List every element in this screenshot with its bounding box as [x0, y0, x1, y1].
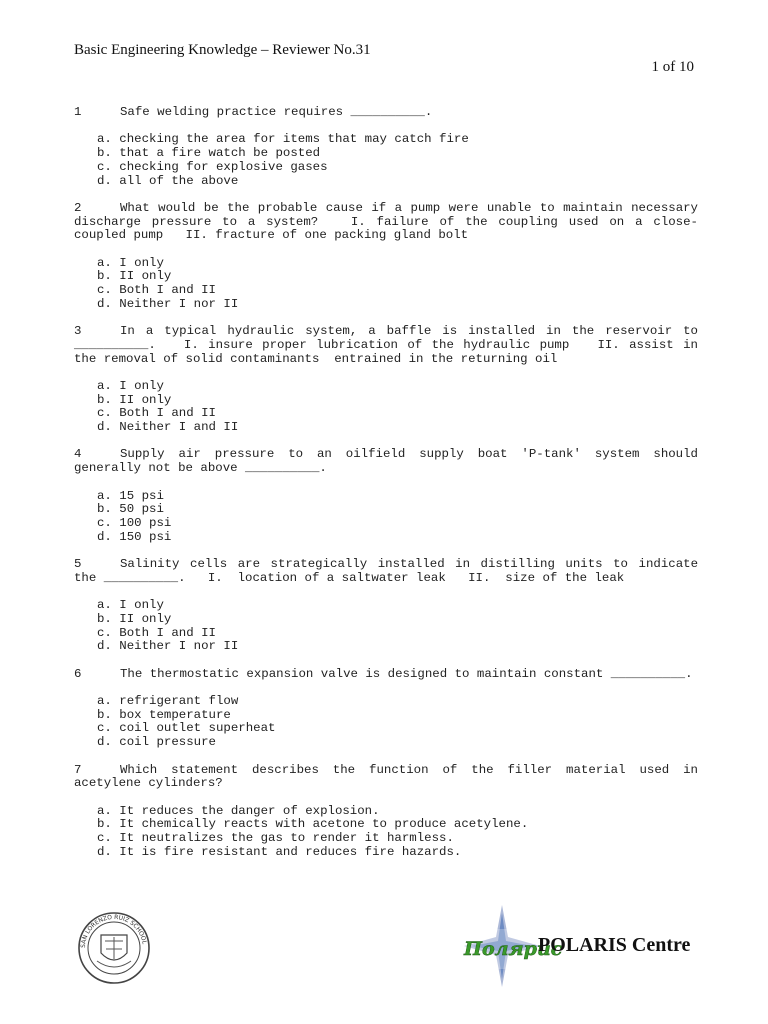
answer-options: [74, 695, 698, 750]
question-item: [74, 762, 706, 860]
answer-options: [74, 257, 698, 312]
question-number: 3: [74, 324, 82, 339]
question-number: 7: [74, 762, 82, 777]
polaris-centre-label: POLARIS Centre: [538, 934, 691, 956]
logo-script-text: Полярис: [464, 938, 563, 960]
answer-option: a. It reduces the danger of explosion.: [97, 803, 380, 818]
question-item: [74, 324, 706, 435]
answer-options: [74, 380, 698, 435]
answer-option: b. II only: [97, 611, 172, 626]
question-list: [74, 105, 706, 873]
answer-options: [74, 133, 698, 188]
question-number: 4: [74, 447, 82, 462]
question-item: [74, 668, 698, 750]
answer-option: a. I only: [97, 378, 164, 393]
school-seal-logo: [77, 911, 151, 985]
question-stem: Supply air pressure to an oilfield supply boat 'P-tank' system should generally not be above __________.: [74, 447, 706, 476]
question-text: [74, 106, 698, 120]
answer-option: a. refrigerant flow: [97, 694, 239, 709]
document-title: Basic Engineering Knowledge – Reviewer No.31: [74, 42, 371, 58]
answer-option: a. I only: [97, 255, 164, 270]
answer-option: c. Both I and II: [97, 406, 216, 421]
answer-option: c. Both I and II: [97, 283, 216, 298]
answer-option: b. It chemically reacts with acetone to produce acetylene.: [97, 817, 529, 832]
question-number: 5: [74, 557, 82, 572]
answer-option: b. 50 psi: [97, 502, 164, 517]
question-stem: Salinity cells are strategically installed in distilling units to indicate the __________. I. location of a saltwater leak II. size of the leak: [74, 557, 706, 585]
answer-option: d. all of the above: [97, 173, 239, 188]
answer-option: d. coil pressure: [97, 735, 216, 750]
answer-option: d. Neither I nor II: [97, 296, 239, 311]
question-item: [74, 106, 698, 188]
question-text: [74, 447, 706, 476]
question-item: [74, 557, 706, 654]
answer-options: [74, 599, 698, 654]
question-stem: What would be the probable cause if a pump were unable to maintain necessary discharge pressure to a system? I. failure of the coupling used on a close-coupled pump II. fracture of one packing gland bolt: [74, 200, 706, 243]
question-number: 1: [74, 105, 82, 119]
question-text: [74, 200, 706, 243]
question-stem: Which statement describes the function of the filler material used in acetylene cylinders?: [74, 762, 706, 791]
answer-option: a. I only: [97, 598, 164, 613]
answer-option: d. 150 psi: [97, 529, 172, 544]
question-number: 6: [74, 666, 82, 681]
question-stem: Safe welding practice requires __________.: [120, 105, 433, 119]
answer-option: c. It neutralizes the gas to render it harmless.: [97, 831, 454, 846]
answer-option: c. Both I and II: [97, 625, 216, 640]
question-number: 2: [74, 200, 82, 215]
answer-option: c. checking for explosive gases: [97, 159, 328, 174]
question-text: [74, 762, 706, 791]
page-number: 1 of 10: [651, 59, 694, 75]
answer-option: b. box temperature: [97, 707, 231, 722]
answer-option: d. Neither I and II: [97, 420, 239, 435]
answer-option: a. 15 psi: [97, 488, 164, 503]
answer-option: c. 100 psi: [97, 515, 172, 530]
question-stem: In a typical hydraulic system, a baffle is installed in the reservoir to __________. I. insure proper lubrication of the hydraulic pump II. assist in the removal of solid contaminants entrained in the returning oil: [74, 324, 706, 366]
question-text: [74, 668, 698, 682]
answer-option: b. II only: [97, 269, 172, 284]
answer-option: b. that a fire watch be posted: [97, 146, 321, 161]
seal-text: SAN LORENZO RUIZ SCHOOL: [79, 913, 148, 949]
question-text: [74, 324, 706, 366]
answer-options: [74, 805, 698, 860]
answer-option: d. It is fire resistant and reduces fire hazards.: [97, 844, 462, 859]
question-stem: The thermostatic expansion valve is designed to maintain constant __________.: [120, 666, 693, 681]
question-item: [74, 200, 706, 312]
question-text: [74, 557, 706, 585]
answer-option: c. coil outlet superheat: [97, 721, 276, 736]
answer-option: a. checking the area for items that may catch fire: [97, 132, 469, 147]
answer-options: [74, 490, 698, 545]
question-item: [74, 447, 706, 544]
answer-option: d. Neither I nor II: [97, 639, 239, 654]
answer-option: b. II only: [97, 392, 172, 407]
